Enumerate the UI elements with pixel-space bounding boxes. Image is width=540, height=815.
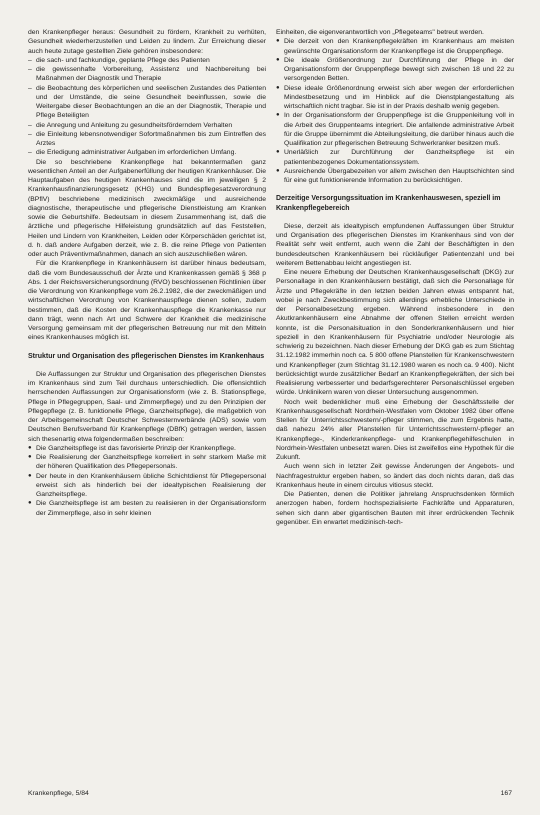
body-paragraph: Einheiten, die eigenverantwortlich von „Pflegeteams" betreut werden. xyxy=(276,29,484,36)
list-item: – die Einleitung lebensnotwendiger Sofortmaßnahmen bis zum Eintreffen des Arztes xyxy=(28,130,266,149)
list-item: ● Unerläßlich zur Durchführung der Ganzheitspflege ist ein patientenbezogenes Dokumentationssystem. xyxy=(276,148,514,167)
theses-list xyxy=(276,37,514,185)
body-paragraph: Für die Krankenpflege in Krankenhäusern ist darüber hinaus bedeutsam, daß die vom Bundesausschuß der Ärzte und Krankenkassen gemäß § 368 p Abs. 1 der Reichsversicherungsordnung (RVO) beschlossenen Richtlinien über die Verordnung von Krankenpflege vom 26.2.1982, die der zweckmäßigen und wirtschaftlichen Verordnung von Krankenhauspflege dienen sollen, zudem bestimmen, daß die Kosten der Krankenhauspflege die Krankenkasse nur dann trägt, wenn nach Art und Schwere der Krankheit die medizinische Versorgung gemeinsam mit der pflegerischen Betreuung nur mit den Mitteln eines Krankenhauses möglich ist. xyxy=(28,260,266,342)
list-item: ● Die Realisierung der Ganzheitspflege korreliert in sehr starkem Maße mit der höheren Qualifikation des Pflegepersonals. xyxy=(28,453,266,472)
right-column xyxy=(276,28,514,798)
list-item: – die gewissenhafte Vorbereitung, Assistenz und Nachbereitung bei Maßnahmen der Diagnostik und Therapie xyxy=(28,65,266,84)
list-item: ● Die Ganzheitspflege ist am besten zu realisieren in der Organisationsform der Zimmerpflege, also in sehr kleinen xyxy=(28,499,266,518)
section-heading: Derzeitige Versorgungssituation im Krankenhauswesen, speziell im Krankenpflegebereich xyxy=(276,195,501,212)
section-heading: Struktur und Organisation des pflegerischen Dienstes im Krankenhaus xyxy=(28,352,265,360)
body-paragraph: Eine neuere Erhebung der Deutschen Krankenhausgesellschaft (DKG) zur Personallage in den Krankenhäusern bestätigt, daß sich die Personallage für Ärzte und Pflegekräfte in den letzten beiden Jahren etwas entspannt hat, wobei je nach Zweckbestimmung sich allerdings erhebliche Unterschiede in der Personalbesetzung ergeben. Während insbesondere in den Akutkrankenhäusern eine Abnahme der offenen Stellen erreicht werden konnte, ist die Personalsituation in den Sonderkrankenhäusern und hier speziell in den Krankenhäusern für Psychiatrie und/oder Neurologie als schwierig zu bezeichnen. Nach dieser Erhebung der DKG gab es zum Stichtag 31.12.1982 immerhin noch ca. 5 800 offene Planstellen für Krankenschwestern und Krankenpfleger (zum Stichtag 31.12.1980 waren es noch ca. 9 400). Nicht berücksichtigt wurde zusätzlicher Bedarf an Krankenpflegekräften, der sich bei Realisierung verbesserter und bedarfsgerechterer Personalschlüssel ergeben würde. Unklinikern waren von dieser Untersuchung ausgenommen. xyxy=(276,269,514,397)
list-item: ● Die ideale Größenordnung zur Durchführung der Pflege in der Organisationsform der Gruppenpflege bewegt sich zwischen 18 und 22 zu versorgenden Betten. xyxy=(276,56,514,84)
list-item: ● Die derzeit von den Krankenpflegekräften im Krankenhaus am meisten gewünschte Organisationsform der Krankenpflege ist die Gruppenpflege. xyxy=(276,37,514,56)
body-paragraph: Noch weit bedenklicher muß eine Erhebung der Geschäftsstelle der Krankenhausgesellschaft Nordrhein-Westfalen vom Oktober 1982 über offene Stellen für Unterrichtsschwestern/-pfleger stimmen, die zum Ergebnis hatte, daß nahezu 24% aller Planstellen für Unterrichtsschwestern/-pfleger an Krankenpflege-, Kinderkrankenpflege- und Krankenpflegehilfeschulen in Nordrhein-Westfalen unbesetzt waren. Dies ist zweifellos eine Hypothek für die Zukunft. xyxy=(276,398,514,461)
body-paragraph: Die so beschriebene Krankenpflege hat bekanntermaßen ganz wesentlichen Anteil an der Aufgabenerfüllung der heutigen Krankenhäuser. Die Hauptaufgaben des heutigen Krankenhauses sind die im jeweiligen § 2 Krankenhausfinanzierungsgesetz (KHG) und Bundespflegesatzverordnung (BPflV) beschriebene medizinisch zweckmäßige und ausreichende diagnostische, therapeutische und pflegerische Dienstleistung am Kranken sowie die Geburtshilfe. Bedeutsam in diesem Zusammenhang ist, daß die ärztliche und pflegerische Hilfeleistung grundsätzlich auf das Feststellen, Heilen und Lindern von Krankheiten, Leiden oder Körperschäden gerichtet ist, d. h. daß andere Aufgaben derzeit, wie z. B. die reine Pflege von Patienten oder auch Präventivmaßnahmen, danach an sich auszuschließen wären. xyxy=(28,158,266,258)
intro-paragraph: den Krankenpfleger heraus: Gesundheit zu fördern, Krankheit zu verhüten, Gesundheit wiederherzustellen und Leiden zu lindern. Zur Erreichung dieser auch heute zutage gestellten Ziele gehören insbesondere: xyxy=(28,29,266,55)
body-paragraph: Auch wenn sich in letzter Zeit gewisse Änderungen der Angebots- und Nachfragestruktur ergeben haben, so ändert das doch nichts daran, daß das Krankenhaus heute in einem circulus vitiosus steckt. xyxy=(276,463,514,489)
journal-issue: Krankenpflege, 5/84 xyxy=(28,790,89,797)
list-item: – die Erledigung administrativer Aufgaben im erforderlichen Umfang. xyxy=(28,148,266,157)
page-footer xyxy=(28,790,512,797)
body-paragraph: Die Patienten, denen die Politiker jahrelang Anspruchsdenken förmlich anerzogen haben, fordern hochspezialisierte Fachkräfte und Apparaturen, sehen sich dann aber gigantischen Bauten mit ihrer erdrückenden Technik gegenüber. Ein erwartet medizinisch-tech- xyxy=(276,491,514,526)
nursing-tasks-list xyxy=(28,56,266,158)
list-item: – die Beobachtung des körperlichen und seelischen Zustandes des Patienten und der Umstände, die seine Gesundheit beeinflussen, sowie die Weitergabe dieser Beobachtungen an die an der Diagnostik, Therapie und Pflege Beteiligten xyxy=(28,84,266,121)
list-item: ● Ausreichende Übergabezeiten vor allem zwischen den Hauptschichten sind für eine gut funktionierende Information zu berücksichtigen. xyxy=(276,167,514,186)
list-item: ● Die Ganzheitspflege ist das favorisierte Prinzip der Krankenpflege. xyxy=(28,444,266,453)
list-item: – die sach- und fachkundige, geplante Pflege des Patienten xyxy=(28,56,266,65)
theses-list xyxy=(28,444,266,518)
list-item: ● Der heute in den Krankenhäusern übliche Schichtdienst für Pflegepersonal erweist sich als hinderlich bei der idealtypischen Realisierung der Ganzheitspflege. xyxy=(28,472,266,500)
page-number: 167 xyxy=(500,790,512,797)
left-column xyxy=(28,28,266,798)
list-item: ● In der Organisationsform der Gruppenpflege ist die Gruppenleitung voll in die Arbeit des Gruppenteams integriert. Die anfallende administrative Arbeit für die Gruppe übernimmt die Abteilungsleitung, die darüber hinaus auch die Qualifikation zur pflegerischen Betreuung Schwerkranker besitzen muß. xyxy=(276,111,514,148)
body-paragraph: Diese, derzeit als idealtypisch empfundenen Auffassungen über Struktur und Organisation des pflegerischen Dienstes im Krankenhaus sind von der Realität sehr weit entfernt, auch wenn die Zahl der Beschäftigten in den bundesdeutschen Krankenhäusern bei rückläufiger Patientenzahl und bei weiterem Bettenabbau leicht angestiegen ist. xyxy=(276,222,514,267)
list-item: ● Diese ideale Größenordnung erweist sich aber wegen der erforderlichen Mindestbesetzung und im Hinblick auf die Dienstplangestaltung als wirtschaftlich nicht tragbar. Sie ist in der Praxis deshalb wenig gegeben. xyxy=(276,84,514,112)
list-item: – die Anregung und Anleitung zu gesundheitsförderndem Verhalten xyxy=(28,121,266,130)
body-paragraph: Die Auffassungen zur Struktur und Organisation des pflegerischen Dienstes im Krankenhaus sind zum Teil durchaus unterschiedlich. Die offensichtlich herrschenden Auffassungen zur Organisationsform (wie z. B. Stationspflege, Pflege in Pflegegruppen, Saal- und Zimmerpflege) und zu den Prinzipien der Pflegepflege (z. B. funktionelle Pflege, Ganzheitspflege), die maßgeblich von der Arbeitsgemeinschaft Deutscher Schwesternverbände (ADS) sowie vom Deutschen Berufsverband für Krankenpflege (DBfK) getragen werden, lassen sich thesenartig etwa folgendermaßen beschreiben: xyxy=(28,370,266,443)
